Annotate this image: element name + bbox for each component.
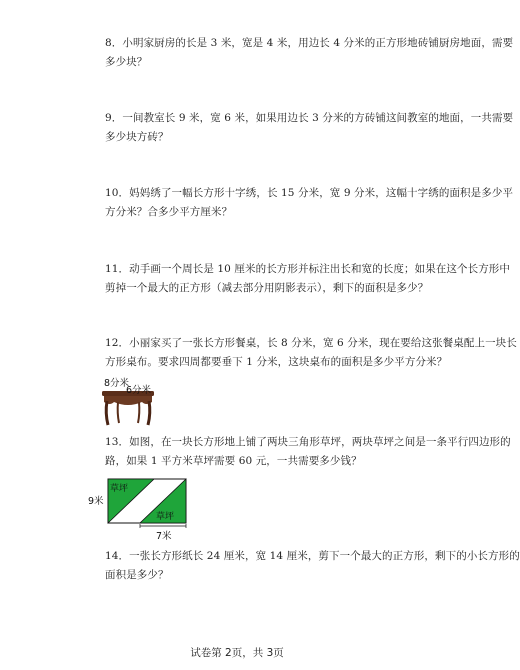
question-9 (105, 109, 514, 147)
question-line: 剪掉一个最大的正方形（减去部分用阴影表示），剩下的面积是多少？ (105, 282, 429, 294)
question-line: 13．如图，在一块长方形地上铺了两块三角形草坪，两块草坪之间是一条平行四边形的 (105, 436, 511, 448)
question-line: 12．小丽家买了一张长方形餐桌，长 8 分米，宽 6 分米，现在要给这张餐桌配上一块长 (105, 337, 517, 349)
question-line: 11．动手画一个周长是 10 厘米的长方形并标注出长和宽的长度；如果在这个长方形中 (105, 263, 510, 275)
table-figure (100, 375, 160, 427)
question-line: 多少块？ (105, 56, 148, 68)
question-12 (105, 334, 517, 372)
lawn-diagram (86, 476, 196, 542)
question-line: 10．妈妈绣了一幅长方形十字绣，长 15 分米，宽 9 分米，这幅十字绣的面积是多少平 (105, 187, 514, 199)
question-line: 8．小明家厨房的长是 3 米，宽是 4 米，用边长 4 分米的正方形地砖铺厨房地面，需要 (105, 37, 514, 49)
page-footer: 试卷第 2页，共 3页 (190, 647, 284, 659)
question-line: 9．一间教室长 9 米，宽 6 米，如果用边长 3 分米的方砖铺这间教室的地面，一共需要 (105, 112, 514, 124)
question-10 (105, 184, 514, 222)
lawn-side-label: 9米 (88, 496, 104, 507)
table-length-label: 8分米 (104, 378, 130, 389)
lawn-label-1: 草坪 (110, 484, 129, 494)
question-line: 14．一张长方形纸长 24 厘米，宽 14 厘米，剪下一个最大的正方形，剩下的小长方形的 (105, 550, 520, 562)
question-11 (105, 260, 510, 298)
question-line: 路，如果 1 平方米草坪需要 60 元，一共需要多少钱？ (105, 455, 362, 467)
lawn-bottom-label: 7米 (156, 531, 172, 542)
question-line: 面积是多少？ (105, 569, 169, 581)
lawn-label-2: 草坪 (156, 512, 175, 522)
question-14 (105, 547, 520, 585)
table-width-label: 6分米 (126, 385, 152, 396)
question-13 (105, 433, 511, 471)
lawn-figure (86, 476, 196, 542)
question-line: 方形桌布。要求四周都要垂下 1 分米，这块桌布的面积是多少平方分米？ (105, 356, 448, 368)
question-line: 多少块方砖？ (105, 131, 169, 143)
question-8 (105, 34, 514, 72)
question-line: 方分米？合多少平方厘米？ (105, 206, 233, 218)
